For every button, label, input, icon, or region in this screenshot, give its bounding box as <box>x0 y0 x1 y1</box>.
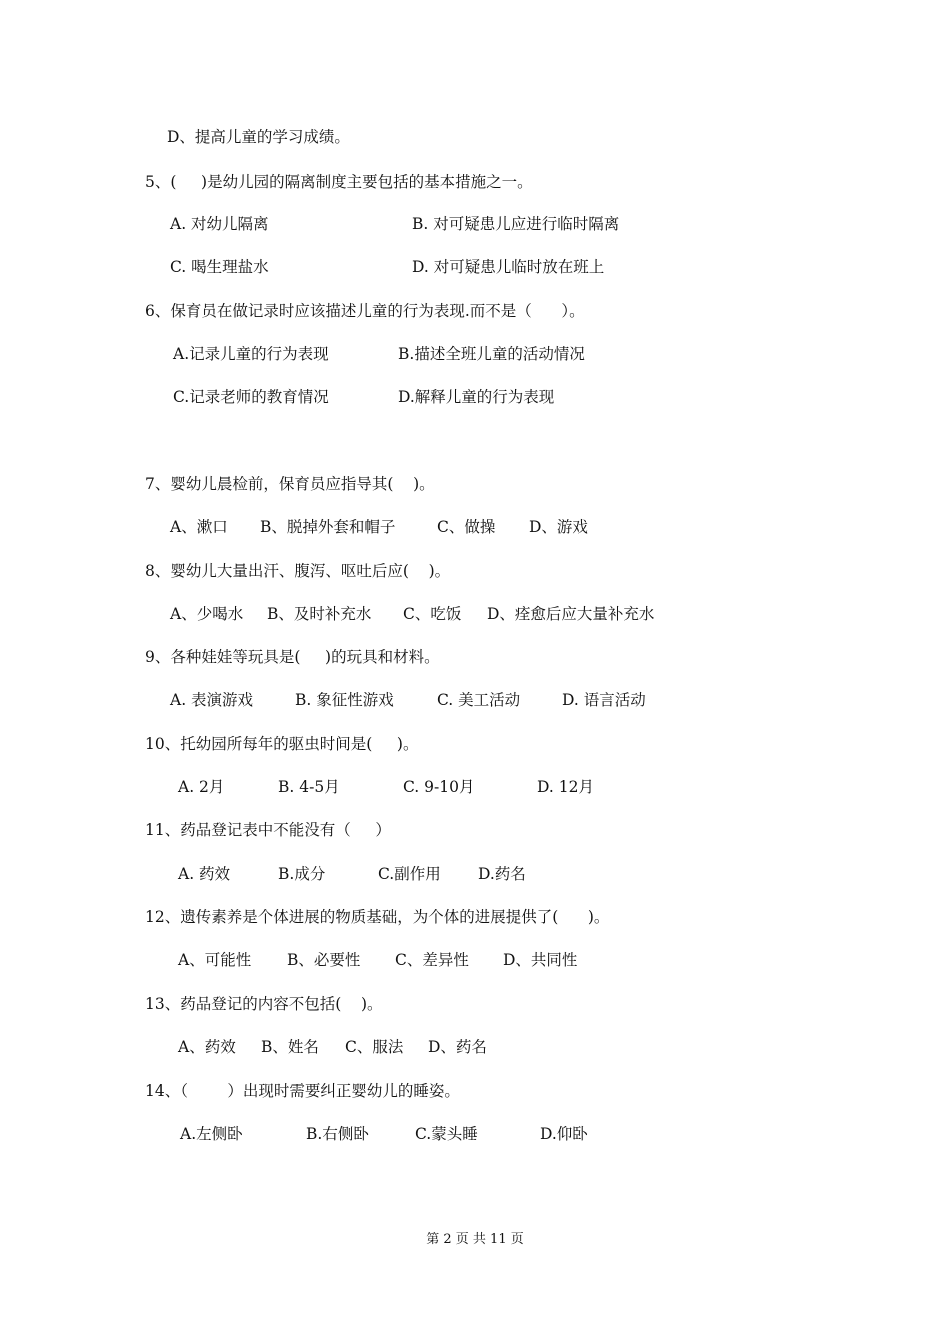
option-line: D、提高儿童的学习成绩。 <box>167 128 350 146</box>
option-line: D. 对可疑患儿临时放在班上 <box>412 258 605 276</box>
option-line: B. 象征性游戏 <box>295 691 394 709</box>
question-line: 8、婴幼儿大量出汗、腹泻、呕吐后应( )。 <box>145 562 451 580</box>
option-line: B. 对可疑患儿应进行临时隔离 <box>412 215 620 233</box>
option-line: A. 药效 <box>178 865 231 883</box>
option-line: C、服法 <box>345 1038 404 1056</box>
option-line: C. 喝生理盐水 <box>170 258 269 276</box>
option-line: C、吃饭 <box>403 605 462 623</box>
question-line: 13、药品登记的内容不包括( )。 <box>145 995 383 1013</box>
page-footer: 第 2 页 共 11 页 <box>426 1232 524 1247</box>
option-line: B.右侧卧 <box>306 1125 369 1143</box>
option-line: A. 表演游戏 <box>170 691 254 709</box>
option-line: D. 12月 <box>537 778 594 796</box>
option-line: B、必要性 <box>287 951 361 969</box>
question-line: 9、各种娃娃等玩具是( )的玩具和材料。 <box>145 648 440 666</box>
option-line: D、游戏 <box>529 518 588 536</box>
question-line: 11、药品登记表中不能没有（ ） <box>145 821 391 839</box>
question-line: 10、托幼园所每年的驱虫时间是( )。 <box>145 735 419 753</box>
option-line: D.仰卧 <box>540 1125 588 1143</box>
option-line: C. 9-10月 <box>403 778 475 796</box>
option-line: B、脱掉外套和帽子 <box>260 518 396 536</box>
question-line: 14、（ ）出现时需要纠正婴幼儿的睡姿。 <box>145 1082 460 1100</box>
option-line: B、及时补充水 <box>267 605 372 623</box>
option-line: D.解释儿童的行为表现 <box>398 388 555 406</box>
option-line: D.药名 <box>478 865 526 883</box>
option-line: A、漱口 <box>170 518 228 536</box>
option-line: C、做操 <box>437 518 496 536</box>
option-line: C.记录老师的教育情况 <box>173 388 329 406</box>
option-line: C、差异性 <box>395 951 469 969</box>
option-line: B.描述全班儿童的活动情况 <box>398 345 585 363</box>
option-line: C.副作用 <box>378 865 441 883</box>
option-line: C. 美工活动 <box>437 691 521 709</box>
option-line: D、药名 <box>428 1038 487 1056</box>
option-line: A、可能性 <box>178 951 252 969</box>
question-line: 7、婴幼儿晨检前，保育员应指导其( )。 <box>145 475 435 493</box>
option-line: B、姓名 <box>261 1038 319 1056</box>
question-line: 6、保育员在做记录时应该描述儿童的行为表现.而不是（ ）。 <box>145 302 585 320</box>
option-line: A.左侧卧 <box>180 1125 243 1143</box>
option-line: A.记录儿童的行为表现 <box>173 345 329 363</box>
option-line: C.蒙头睡 <box>415 1125 478 1143</box>
option-line: D、痊愈后应大量补充水 <box>487 605 655 623</box>
option-line: A、药效 <box>178 1038 236 1056</box>
option-line: B. 4-5月 <box>278 778 340 796</box>
option-line: A、少喝水 <box>170 605 244 623</box>
option-line: D、共同性 <box>503 951 578 969</box>
question-line: 12、遗传素养是个体进展的物质基础，为个体的进展提供了( )。 <box>145 908 610 926</box>
option-line: B.成分 <box>278 865 326 883</box>
option-line: D. 语言活动 <box>562 691 646 709</box>
option-line: A. 2月 <box>178 778 225 796</box>
option-line: A. 对幼儿隔离 <box>170 215 269 233</box>
question-line: 5、( )是幼儿园的隔离制度主要包括的基本措施之一。 <box>145 173 533 191</box>
